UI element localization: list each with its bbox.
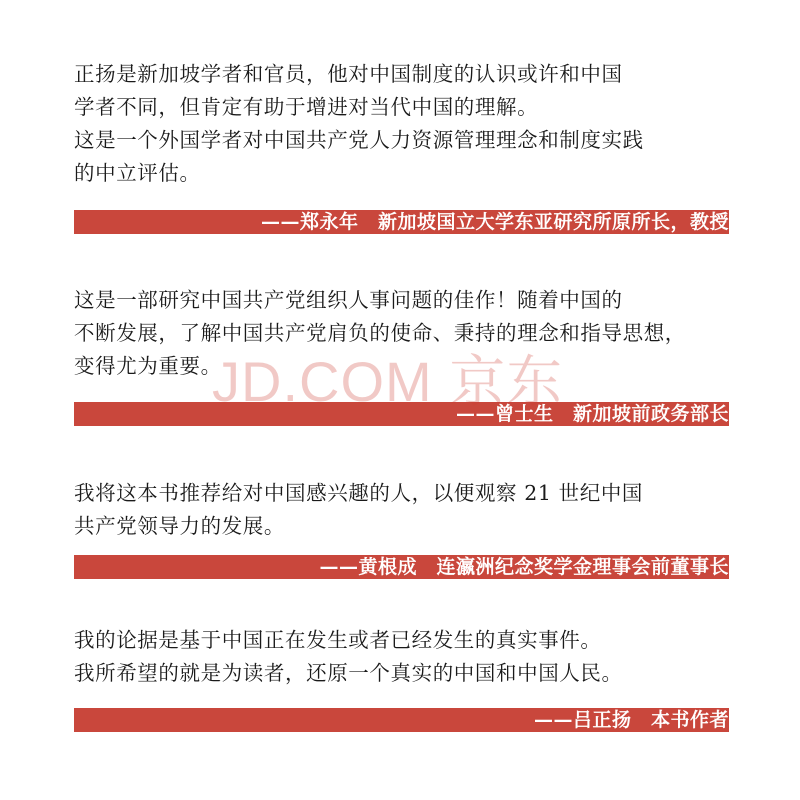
attribution-bar-4 xyxy=(74,708,729,732)
attribution-1: ——郑永年 新加坡国立大学东亚研究所原所长，教授 xyxy=(260,211,729,233)
attribution-2: ——曾士生 新加坡前政务部长 xyxy=(455,403,729,425)
quote-2-line-3: 变得尤为重要。 xyxy=(74,354,222,378)
quote-1-line-1: 正扬是新加坡学者和官员，他对中国制度的认识或许和中国 xyxy=(74,62,623,86)
quote-3 xyxy=(74,477,734,543)
quote-4 xyxy=(74,624,734,690)
attribution-bar-2 xyxy=(74,402,729,426)
jd-watermark: JD.COM 京东 xyxy=(212,350,564,413)
attribution-bar-1 xyxy=(74,210,729,234)
quote-3-line-2: 共产党领导力的发展。 xyxy=(74,514,285,538)
attribution-3: ——黄根成 连瀛洲纪念奖学金理事会前董事长 xyxy=(319,556,729,578)
quote-4-text xyxy=(74,624,734,690)
quote-3-text xyxy=(74,477,734,543)
quote-2-line-1: 这是一部研究中国共产党组织人事问题的佳作！随着中国的 xyxy=(74,288,623,312)
quote-2-line-2: 不断发展，了解中国共产党肩负的使命、秉持的理念和指导思想， xyxy=(74,321,686,345)
quote-1-line-4: 的中立评估。 xyxy=(74,161,201,185)
quote-4-line-2: 我所希望的就是为读者，还原一个真实的中国和中国人民。 xyxy=(74,661,623,685)
quote-1-line-3: 这是一个外国学者对中国共产党人力资源管理理念和制度实践 xyxy=(74,128,644,152)
quote-1-line-2: 学者不同，但肯定有助于增进对当代中国的理解。 xyxy=(74,95,539,119)
attribution-bar-3 xyxy=(74,555,729,579)
attribution-4: ——吕正扬 本书作者 xyxy=(533,709,729,731)
quote-3-line-1: 我将这本书推荐给对中国感兴趣的人，以便观察 21 世纪中国 xyxy=(74,481,644,505)
quote-4-line-1: 我的论据是基于中国正在发生或者已经发生的真实事件。 xyxy=(74,628,602,652)
quote-1 xyxy=(74,58,734,190)
quote-1-text xyxy=(74,58,734,190)
quote-2 xyxy=(74,284,734,383)
quote-2-text xyxy=(74,284,734,383)
